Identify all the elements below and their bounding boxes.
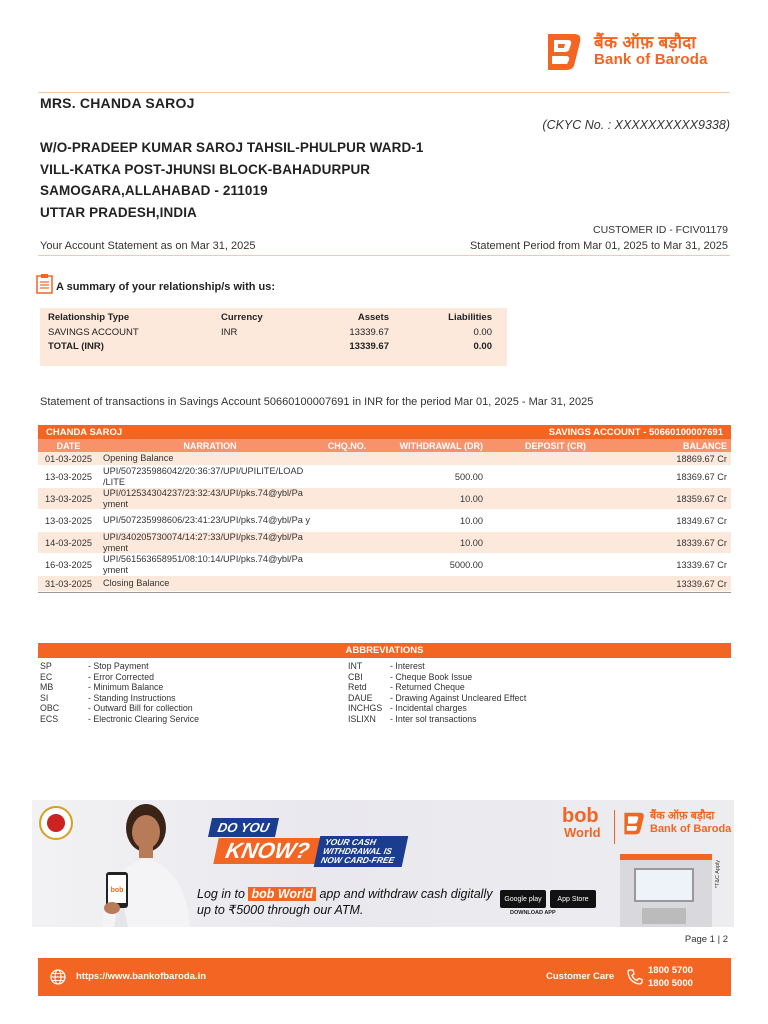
txn-balance: 18349.67 Cr xyxy=(676,515,727,526)
total-currency xyxy=(213,339,313,353)
txn-narration: UPI/012534304237/23:32:43/UPI/pks.74@ybl/Pa yment xyxy=(103,487,303,509)
txn-narration: Closing Balance xyxy=(103,578,170,589)
bank-name-english: Bank of Baroda xyxy=(594,51,708,69)
txn-date: 13-03-2025 xyxy=(45,515,92,526)
txn-withdrawal: 10.00 xyxy=(460,493,483,504)
txn-balance: 13339.67 Cr xyxy=(676,559,727,570)
abbreviation-meaning: - Electronic Clearing Service xyxy=(88,713,199,724)
summary-title: A summary of your relationship/s with us: xyxy=(56,280,276,293)
txn-date: 14-03-2025 xyxy=(45,537,92,548)
header-liabilities: Liabilities xyxy=(448,312,492,323)
table-row xyxy=(38,532,731,554)
login-text-line-2: up to ₹5000 through our ATM. xyxy=(197,903,364,918)
txn-chq-no xyxy=(321,554,373,575)
table-row xyxy=(38,466,731,488)
address-line-1: W/O-PRADEEP KUMAR SAROJ TAHSIL-PHULPUR WARD-1 xyxy=(40,140,424,155)
abbreviations-title: ABBREVIATIONS xyxy=(38,643,731,658)
statement-description: Statement of transactions in Savings Account 50660100007691 in INR for the period Mar 01, 2025 - Mar 31, 2025 xyxy=(40,396,594,408)
footer-bar xyxy=(38,958,731,996)
bank-of-baroda-logo-icon xyxy=(544,30,584,72)
world-label: World xyxy=(564,825,601,840)
emblem-icon xyxy=(39,806,73,840)
col-date: DATE xyxy=(56,440,81,451)
account-number-label: SAVINGS ACCOUNT - 50660100007691 xyxy=(548,426,723,438)
section-divider xyxy=(38,255,730,256)
transactions-header-row xyxy=(38,439,731,452)
bank-name-hindi: बैंक ऑफ़ बड़ौदा xyxy=(594,33,697,53)
bob-world-logo xyxy=(562,806,601,839)
address-line-2: VILL-KATKA POST-JHUNSI BLOCK-BAHADURPUR xyxy=(40,162,371,177)
abbreviation-meaning: - Error Corrected xyxy=(88,671,154,682)
table-row xyxy=(38,554,731,576)
header-divider xyxy=(38,92,730,93)
abbreviations-section xyxy=(38,643,731,724)
txn-date: 13-03-2025 xyxy=(45,493,92,504)
address-line-3: SAMOGARA,ALLAHABAD - 211019 xyxy=(40,183,268,198)
statement-as-on: Your Account Statement as on Mar 31, 2025 xyxy=(40,240,256,252)
table-bottom-border xyxy=(38,592,731,593)
summary-header-row xyxy=(40,308,500,325)
abbreviation-meaning: - Standing Instructions xyxy=(88,692,176,703)
abbreviation-item xyxy=(40,682,348,693)
abbreviation-meaning: - Stop Payment xyxy=(88,661,149,671)
table-row xyxy=(38,488,731,510)
col-deposit: DEPOSIT (CR) xyxy=(524,440,586,451)
txn-chq-no xyxy=(321,452,373,465)
statement-period: Statement Period from Mar 01, 2025 to Mar 31, 2025 xyxy=(469,240,728,252)
table-row xyxy=(38,576,731,592)
abbreviation-item xyxy=(40,714,348,725)
summary-assets: 13339.67 xyxy=(349,326,389,338)
txn-deposit xyxy=(491,488,620,509)
txn-deposit xyxy=(491,554,620,575)
txn-withdrawal: 10.00 xyxy=(460,515,483,526)
txn-narration: UPI/561563658951/08:10:14/UPI/pks.74@ybl/Pa yment xyxy=(103,553,303,575)
summary-heading xyxy=(36,273,275,294)
bob-label: bob xyxy=(562,805,599,827)
txn-chq-no xyxy=(321,532,373,553)
summary-liabilities: 0.00 xyxy=(473,326,492,338)
col-balance: BALANCE xyxy=(683,440,727,451)
txn-deposit xyxy=(491,452,620,465)
txn-chq-no xyxy=(321,510,373,531)
transactions-table xyxy=(38,425,731,593)
page-number: Page 1 | 2 xyxy=(684,934,728,945)
promo-banner[interactable] xyxy=(32,800,734,927)
txn-withdrawal: 5000.00 xyxy=(449,559,483,570)
col-narration: NARRATION xyxy=(183,440,237,451)
abbreviation-code: INT xyxy=(348,661,363,671)
google-play-badge[interactable]: Google play xyxy=(500,890,546,908)
download-app-label: DOWNLOAD APP xyxy=(510,910,556,916)
account-bar xyxy=(38,425,731,439)
abbreviation-meaning: - Interest xyxy=(390,661,425,671)
abbreviation-meaning: - Outward Bill for collection xyxy=(88,703,193,713)
abbreviation-meaning: - Cheque Book Issue xyxy=(390,671,473,682)
txn-balance: 18339.67 Cr xyxy=(676,537,727,548)
txn-balance: 18359.67 Cr xyxy=(676,493,727,504)
abbreviation-item xyxy=(348,703,526,714)
abbreviation-item xyxy=(348,693,526,704)
table-row xyxy=(38,452,731,466)
summary-total-row xyxy=(40,339,500,353)
relationship-summary-table xyxy=(40,308,507,366)
cash-free-label: YOUR CASH WITHDRAWAL IS NOW CARD-FREE xyxy=(314,836,409,867)
bank-of-baroda-logo-icon xyxy=(622,810,646,836)
txn-narration: UPI/507235986042/20:36:37/UPI/UPILITE/LOAD /LITE xyxy=(103,465,304,487)
abbreviation-code: OBC xyxy=(40,703,60,713)
abbreviation-meaning: - Inter sol transactions xyxy=(390,713,477,724)
header-assets: Assets xyxy=(357,312,389,323)
abbreviations-right-column xyxy=(348,661,526,724)
abbreviation-item xyxy=(348,714,526,725)
txn-chq-no xyxy=(321,466,373,487)
txn-withdrawal xyxy=(373,452,491,465)
txn-withdrawal: 10.00 xyxy=(460,537,483,548)
login-app-name: bob World xyxy=(248,887,316,901)
account-holder-name: CHANDA SAROJ xyxy=(46,426,123,438)
abbreviation-item xyxy=(348,682,526,693)
abbreviation-code: EC xyxy=(40,671,53,682)
terms-apply-label: *T&C Apply xyxy=(715,860,721,889)
txn-chq-no xyxy=(321,576,373,591)
login-text-suffix: app and withdraw cash digitally xyxy=(316,887,493,901)
app-store-badge[interactable]: App Store xyxy=(550,890,596,908)
txn-deposit xyxy=(491,532,620,553)
abbreviations-left-column xyxy=(38,661,348,724)
txn-date: 01-03-2025 xyxy=(45,453,92,464)
customer-id: CUSTOMER ID - FCIV01179 xyxy=(593,224,728,236)
txn-withdrawal: 500.00 xyxy=(454,471,483,482)
bank-logo xyxy=(544,28,734,74)
abbreviation-code: Retd xyxy=(348,682,367,692)
banner-bank-name-hindi: बैंक ऑफ़ बड़ौदा xyxy=(650,810,715,823)
abbreviation-item xyxy=(40,672,348,683)
abbreviation-item xyxy=(348,661,526,672)
know-label: KNOW? xyxy=(213,838,322,864)
txn-balance: 18369.67 Cr xyxy=(676,471,727,482)
txn-date: 31-03-2025 xyxy=(45,578,92,589)
customer-care-label: Customer Care xyxy=(546,971,615,982)
clipboard-icon xyxy=(36,273,54,294)
do-you-label: DO YOU xyxy=(208,818,279,837)
total-liabilities: 0.00 xyxy=(473,340,492,352)
website-link[interactable]: https://www.bankofbaroda.in xyxy=(76,971,207,982)
login-promo-text xyxy=(197,886,493,919)
summary-currency: INR xyxy=(221,326,238,338)
customer-name: MRS. CHANDA SAROJ xyxy=(40,95,195,111)
abbreviation-code: SI xyxy=(40,692,49,703)
abbreviation-code: SP xyxy=(40,661,52,671)
abbreviation-code: DAUE xyxy=(348,692,373,703)
txn-narration: UPI/507235998606/23:41:23/UPI/pks.74@ybl/Pa y xyxy=(103,515,310,526)
col-withdrawal: WITHDRAWAL (DR) xyxy=(399,440,483,451)
txn-balance: 18869.67 Cr xyxy=(676,453,727,464)
abbreviation-code: INCHGS xyxy=(348,703,383,713)
txn-balance: 13339.67 Cr xyxy=(676,578,727,589)
abbreviation-item xyxy=(40,661,348,672)
total-label: TOTAL (INR) xyxy=(48,340,104,352)
header-relationship-type: Relationship Type xyxy=(48,312,130,323)
txn-chq-no xyxy=(321,488,373,509)
abbreviation-meaning: - Minimum Balance xyxy=(88,682,164,692)
txn-narration: UPI/340205730074/14:27:33/UPI/pks.74@ybl/Pa yment xyxy=(103,531,303,553)
txn-deposit xyxy=(491,576,620,591)
svg-text:bob: bob xyxy=(110,887,124,894)
abbreviation-meaning: - Drawing Against Uncleared Effect xyxy=(390,692,527,703)
abbreviation-meaning: - Returned Cheque xyxy=(390,682,465,692)
total-assets: 13339.67 xyxy=(349,340,389,352)
ckyc-number: (CKYC No. : XXXXXXXXXX9338) xyxy=(542,118,730,132)
customer-care-phone-1[interactable]: 1800 5700 xyxy=(648,965,693,976)
customer-care-phone-2[interactable]: 1800 5000 xyxy=(648,978,693,989)
txn-withdrawal xyxy=(373,576,491,591)
summary-type: SAVINGS ACCOUNT xyxy=(48,326,139,338)
globe-icon xyxy=(50,969,66,985)
txn-date: 16-03-2025 xyxy=(45,559,92,570)
abbreviation-meaning: - Incidental charges xyxy=(390,703,467,713)
txn-date: 13-03-2025 xyxy=(45,471,92,482)
banner-bank-logo xyxy=(622,810,731,836)
col-chq-no: CHQ.NO. xyxy=(327,440,367,451)
txn-deposit xyxy=(491,510,620,531)
address-line-4: UTTAR PRADESH,INDIA xyxy=(40,205,197,220)
abbreviation-item xyxy=(348,672,526,683)
abbreviation-code: MB xyxy=(40,682,54,692)
txn-deposit xyxy=(491,466,620,487)
banner-separator xyxy=(614,810,615,844)
header-currency: Currency xyxy=(221,312,263,323)
abbreviation-item xyxy=(40,703,348,714)
abbreviation-code: ECS xyxy=(40,713,59,724)
table-row xyxy=(38,510,731,532)
txn-narration: Opening Balance xyxy=(103,453,174,464)
atm-image xyxy=(620,854,712,927)
abbreviation-item xyxy=(40,693,348,704)
login-text-prefix: Log in to xyxy=(197,887,249,901)
abbreviation-code: CBI xyxy=(348,671,363,682)
abbreviation-code: ISLIXN xyxy=(348,713,376,724)
phone-icon xyxy=(626,968,644,986)
summary-row xyxy=(40,325,500,339)
banner-bank-name-english: Bank of Baroda xyxy=(650,823,732,835)
brand-ambassador-image xyxy=(84,800,202,927)
